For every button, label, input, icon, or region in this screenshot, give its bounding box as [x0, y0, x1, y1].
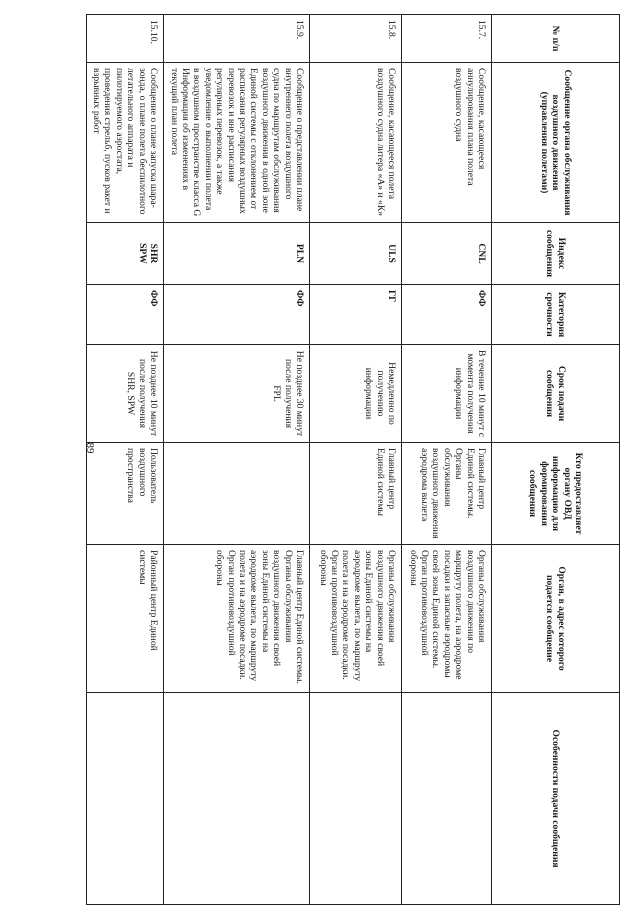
cell-message: Сообщение, касающееся аннулирования плана полета воздушного судна: [402, 63, 492, 223]
cell-index: ULS: [310, 223, 402, 285]
cell-notes: [86, 693, 163, 905]
cell-provider: [164, 443, 310, 545]
cell-num: 15.7.: [402, 15, 492, 63]
cell-num: 15.10.: [86, 15, 163, 63]
header-num: № п/п: [492, 15, 620, 63]
header-category: Категория срочности: [492, 285, 620, 345]
cell-message: Сообщение о плане запуска шара-зонда, о плане полета беспилотного летательного аппарата и пилотируемого аэростата, проведения стрельб, пусков ракет и взрывных работ: [86, 63, 163, 223]
header-index: Индекс сообщения: [492, 223, 620, 285]
cell-provider: Главный центр Единой системы. Органы обслуживания воздушного движения аэродрома вылета: [402, 443, 492, 545]
header-deadline: Срок подачи сообщения: [492, 345, 620, 443]
page-number: 89: [84, 442, 96, 454]
cell-index: PLN: [164, 223, 310, 285]
cell-num: 15.9.: [164, 15, 310, 63]
header-provider: Кто предоставляет органу ОВД информацию для формирования сообщения: [492, 443, 620, 545]
cell-category: ФФ: [402, 285, 492, 345]
cell-recipient: Органы обслуживания воздушного движения по маршруту полета, на аэродроме посадки и запасные аэродромы своей зоны Единой системы. Орган противовоздушной обороны: [402, 545, 492, 693]
cell-recipient: Районный центр Единой системы: [86, 545, 163, 693]
header-notes: Особенности подачи сообщения: [492, 693, 620, 905]
cell-num: 15.8.: [310, 15, 402, 63]
cell-notes: [164, 693, 310, 905]
table-row: [310, 15, 402, 905]
table-row: [86, 15, 163, 905]
cell-provider: Главный центр Единой системы: [310, 443, 402, 545]
header-recipient: Орган, в адрес которого подается сообщение: [492, 545, 620, 693]
message-table: [86, 14, 620, 905]
rotated-table-wrapper: [91, 14, 620, 904]
cell-provider: Пользователь воздушного пространства: [86, 443, 163, 545]
cell-deadline: В течение 10 минут с момента получения информации: [402, 345, 492, 443]
cell-notes: [402, 693, 492, 905]
cell-deadline: Не позднее 10 минут после получения SHR, SPW: [86, 345, 163, 443]
cell-deadline: Не позднее 30 минут после получения FPL: [164, 345, 310, 443]
cell-category: ФФ: [86, 285, 163, 345]
header-message: Сообщение органа обслуживания воздушного движения (управления полетами): [492, 63, 620, 223]
cell-message: Сообщение о представлении плане внутреннего полета воздушного судна по маршрутам обслуживания воздушного движения в одной зоне Единой системы с отклонением от расписания регулярных воздушных перевозок и вне расписания регулярных перевозок, а также уведомление о выполнении полета в воздушном пространстве класса G Информация об изменениях в текущий план полета: [164, 63, 310, 223]
cell-index: SHR SPW: [86, 223, 163, 285]
cell-category: ГГ: [310, 285, 402, 345]
cell-index: CNL: [402, 223, 492, 285]
cell-recipient: Органы обслуживания воздушного движения своей зоны Единой системы на аэродроме вылета, по маршруту полета и на аэродроме посадки. Орган противовоздушной обороны: [310, 545, 402, 693]
cell-category: ФФ: [164, 285, 310, 345]
table-row: [402, 15, 492, 905]
cell-notes: [310, 693, 402, 905]
table-row: [164, 15, 310, 905]
cell-message: Сообщение, касающееся полета воздушного судна литера «А» и «К»: [310, 63, 402, 223]
cell-deadline: Немедленно по получению информации: [310, 345, 402, 443]
cell-recipient: Главный центр Единой системы. Органы обслуживания воздушного движения своей зоны Единой системы на аэродроме вылета, по маршруту полета и на аэродроме посадки. Орган противовоздушной обороны: [164, 545, 310, 693]
